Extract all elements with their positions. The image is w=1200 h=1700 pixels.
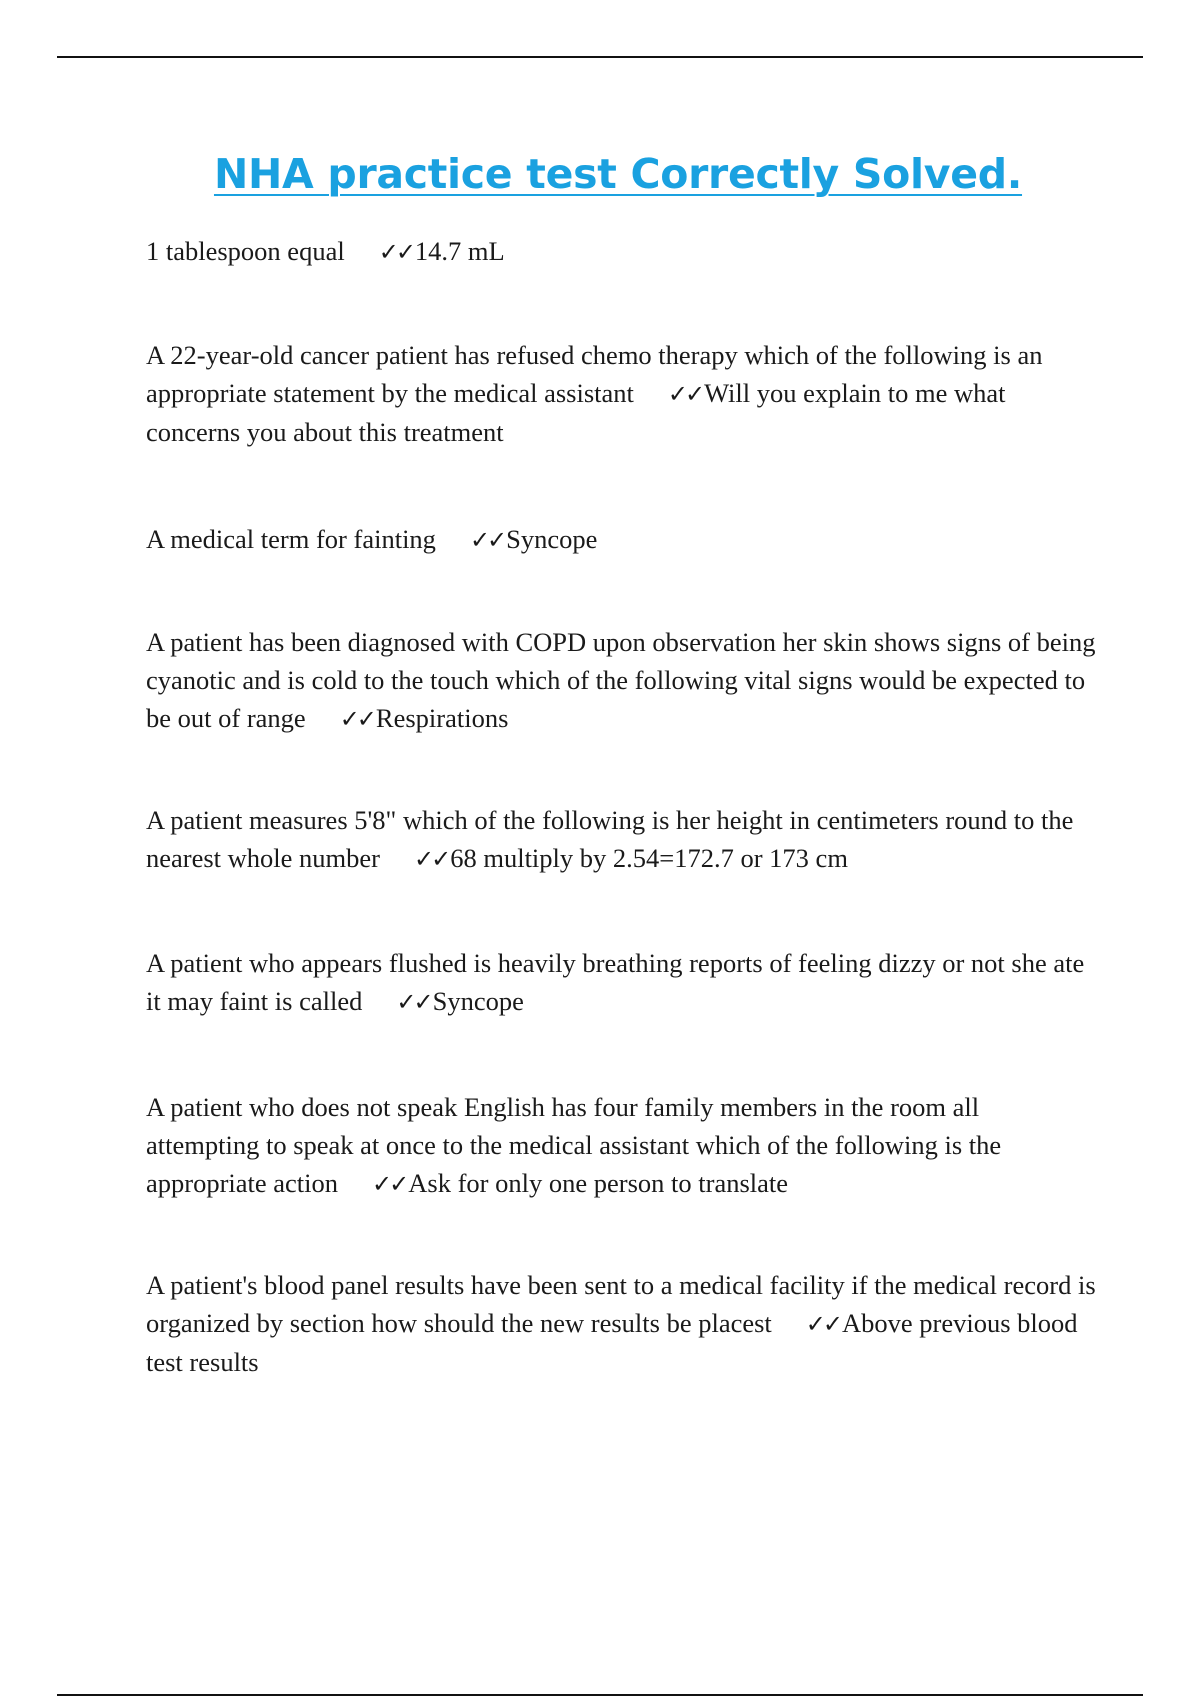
question-text: A patient who appears flushed is heavily breathing reports of feeling dizzy or not she ate it may faint is called [146, 948, 1085, 1016]
double-check-icon: ✓✓ [805, 1310, 841, 1338]
double-check-icon: ✓✓ [378, 238, 413, 266]
qa-item [146, 336, 1096, 451]
double-check-icon: ✓✓ [396, 988, 431, 1016]
qa-item [146, 1266, 1096, 1381]
qa-item [146, 520, 1096, 559]
page-title: NHA practice test Correctly Solved. [213, 150, 1023, 198]
answer-text: 14.7 mL [414, 236, 505, 266]
double-check-icon: ✓✓ [667, 380, 703, 408]
answer-text: Above previous blood test results [146, 1308, 1078, 1377]
question-text: A 22-year-old cancer patient has refused chemo therapy which of the following is an appropriate statement by the medical assistant [146, 340, 1043, 408]
qa-item [146, 801, 1096, 878]
question-text: A patient who does not speak English has four family members in the room all attempting to speak at once to the medical assistant which of the following is the appropriate action [146, 1092, 1002, 1198]
answer-text: Ask for only one person to translate [408, 1168, 789, 1198]
answer-text: Will you explain to me what concerns you about this treatment [146, 378, 1006, 447]
header-rule [57, 56, 1143, 58]
question-text: A patient's blood panel results have been sent to a medical facility if the medical record is organized by section how should the new results be placest [146, 1270, 1096, 1338]
double-check-icon: ✓✓ [339, 705, 374, 733]
answer-text: Respirations [375, 703, 509, 733]
double-check-icon: ✓✓ [414, 845, 449, 873]
qa-item [146, 232, 1096, 271]
question-text: A patient has been diagnosed with COPD upon observation her skin shows signs of being cyanotic and is cold to the touch which of the following vital signs would be expected to be out of range [146, 627, 1096, 733]
double-check-icon: ✓✓ [469, 526, 505, 554]
qa-item [146, 944, 1096, 1021]
answer-text: 68 multiply by 2.54=172.7 or 173 cm [450, 843, 848, 873]
answer-text: Syncope [432, 986, 524, 1016]
question-text: A medical term for fainting [146, 524, 436, 554]
footer-rule [57, 1694, 1143, 1696]
question-text: A patient measures 5'8" which of the following is her height in centimeters round to the nearest whole number [146, 805, 1074, 873]
double-check-icon: ✓✓ [372, 1170, 407, 1198]
qa-item [146, 1088, 1096, 1203]
question-text: 1 tablespoon equal [146, 236, 345, 266]
qa-item [146, 623, 1096, 738]
answer-text: Syncope [506, 524, 598, 554]
